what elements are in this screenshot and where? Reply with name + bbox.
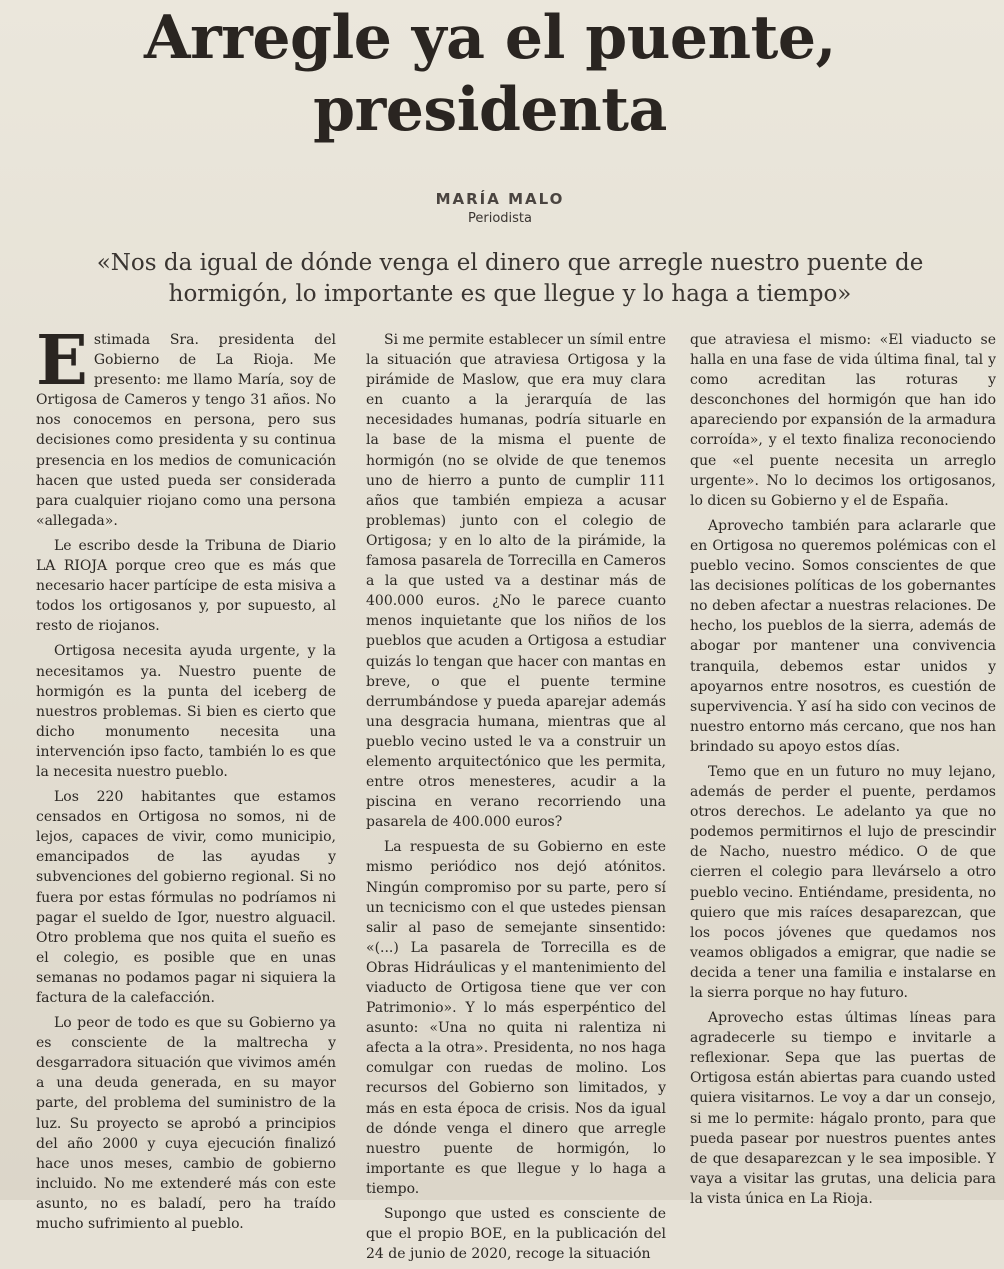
article-paragraph: que atraviesa el mismo: «El viaducto se halla en una fase de vida última final, tal y como acreditan las roturas y desconchones del hormigón que han ido apareciendo por expansión de la armadura corroída», y el texto finaliza reconociendo que «el puente necesita un arreglo urgente». No lo decimos los ortigosanos, lo dicen su Gobierno y el de España. <box>690 332 996 509</box>
article-paragraph <box>36 321 336 531</box>
article-paragraph: Temo que en un futuro no muy lejano, además de perder el puente, perdamos otros derechos. Le adelanto ya que no podemos permitirnos el lujo de prescindir de Nacho, nuestro médico. O de que cierren el colegio para llevárselo a otro pueblo vecino. Entiéndame, presidenta, no quiero que mis raíces desaparezcan, que los pocos jóvenes que quedamos nos veamos obligados a emigrar, que nadie se decida a tener una familia e instalarse en la sierra porque no hay futuro. <box>690 763 996 1001</box>
author-role: Periodista <box>468 211 532 226</box>
article-column-3 <box>690 330 996 1214</box>
author-name: MARÍA MALO <box>435 190 565 208</box>
article-paragraph: Ortigosa necesita ayuda urgente, y la necesitamos ya. Nuestro puente de hormigón es la punta del iceberg de nuestros problemas. Si bien es cierto que dicho monumento necesita una intervención ipso facto, también lo es que la necesita nuestro pueblo. <box>36 643 336 780</box>
drop-cap: E <box>36 321 88 401</box>
article-paragraph: Si me permite establecer un símil entre la situación que atraviesa Ortigosa y la pirámide de Maslow, que era muy clara en cuanto a la jerarquía de las necesidades humanas, podría situarle en la base de la misma el puente de hormigón (no se olvide de que tenemos uno de hierro a punto de cumplir 111 años que también empieza a acusar problemas) junto con el colegio de Ortigosa; y en lo alto de la pirámide, la famosa pasarela de Torrecilla en Cameros a la que usted va a destinar más de 400.000 euros. ¿No le parece cuanto menos inquietante que los niños de los pueblos que acuden a Ortigosa a estudiar quizás lo tengan que hacer con mantas en breve, o que el puente termine derrumbándose y pueda aparejar además una desgracia humana, mientras que al pueblo vecino usted le va a construir un elemento arquitectónico que les permita, entre otros menesteres, acudir a la piscina en verano recorriendo una pasarela de 400.000 euros? <box>366 332 666 831</box>
article-paragraph: Le escribo desde la Tribuna de Diario LA RIOJA porque creo que es más que necesario hacer partícipe de esta misiva a todos los ortigosanos y, por supuesto, al resto de riojanos. <box>36 537 336 635</box>
article-paragraph: Los 220 habitantes que estamos censados en Ortigosa no somos, ni de lejos, capaces de vivir, como municipio, emancipados de las ayudas y subvenciones del gobierno regional. Si no fuera por estas fórmulas no podríamos ni pagar el sueldo de Igor, nuestro alguacil. Otro problema que nos quita el sueño es el colegio, es posible que en unas semanas no podamos pagar ni siquiera la factura de la calefacción. <box>36 789 336 1006</box>
paragraph-text: stimada Sra. presidenta del Gobierno de La Rioja. Me presento: me llamo María, soy de Ortigosa de Cameros y tengo 31 años. No nos conocemos en persona, pero sus decisiones como presidenta y su continua presencia en los medios de comunicación hacen que usted pueda ser considerada para cualquier riojano como una persona «allegada». <box>36 332 336 529</box>
article-paragraph: Supongo que usted es consciente de que el propio BOE, en la publicación del 24 de junio de 2020, recoge la situación <box>366 1206 666 1263</box>
article-paragraph: Aprovecho estas últimas líneas para agradecerle su tiempo e invitarle a reflexionar. Sepa que las puertas de Ortigosa están abiertas para cuando usted quiera visitarnos. Le voy a dar un consejo, si me lo permite: hágalo pronto, para que pueda pasear por nuestros puentes antes de que desaparezcan y le sea imposible. Y vaya a visitar las grutas, una delicia para la vista única en La Rioja. <box>690 1010 996 1207</box>
headline: Arregle ya el puente, presidenta <box>144 3 836 145</box>
article-paragraph: Lo peor de todo es que su Gobierno ya es consciente de la maltrecha y desgarradora situación que vivimos amén a una deuda generada, en su mayor parte, del problema del suministro de la luz. Su proyecto se aprobó a principios del año 2000 y cuya ejecución finalizó hace unos meses, cambio de gobierno incluido. No me extenderé más con este asunto, no es baladí, pero ha traído mucho sufrimiento al pueblo. <box>36 1015 336 1233</box>
article-paragraph: La respuesta de su Gobierno en este mismo periódico nos dejó atónitos. Ningún compromiso por su parte, pero sí un tecnicismo con el que ustedes piensan salir al paso de semejante sinsentido: «(...) La pasarela de Torrecilla es de Obras Hidráulicas y el mantenimiento del viaducto de Ortigosa tiene que ver con Patrimonio». Y lo más esperpéntico del asunto: «Una no quita ni ralentiza ni afecta a la otra». Presidenta, no nos haga comulgar con ruedas de molino. Los recursos del Gobierno son limitados, y más en esta época de crisis. Nos da igual de dónde venga el dinero que arregle nuestro puente de hormigón, lo importante es que llegue y lo haga a tiempo. <box>366 839 666 1197</box>
article-column-1 <box>36 321 336 1239</box>
pull-quote: «Nos da igual de dónde venga el dinero que arregle nuestro puente de hormigón, lo importante es que llegue y lo haga a tiempo» <box>96 250 924 307</box>
article-paragraph: Aprovecho también para aclararle que en Ortigosa no queremos polémicas con el pueblo vecino. Somos conscientes de que las decisiones políticas de los gobernantes no deben afectar a nuestras relaciones. De hecho, los pueblos de la sierra, además de abogar por mantener una convivencia tranquila, debemos estar unidos y apoyarnos entre nosotros, es cuestión de supervivencia. Y así ha sido con vecinos de nuestro entorno más cercano, que nos han brindado su apoyo estos días. <box>690 517 996 755</box>
article-column-2 <box>366 330 666 1269</box>
